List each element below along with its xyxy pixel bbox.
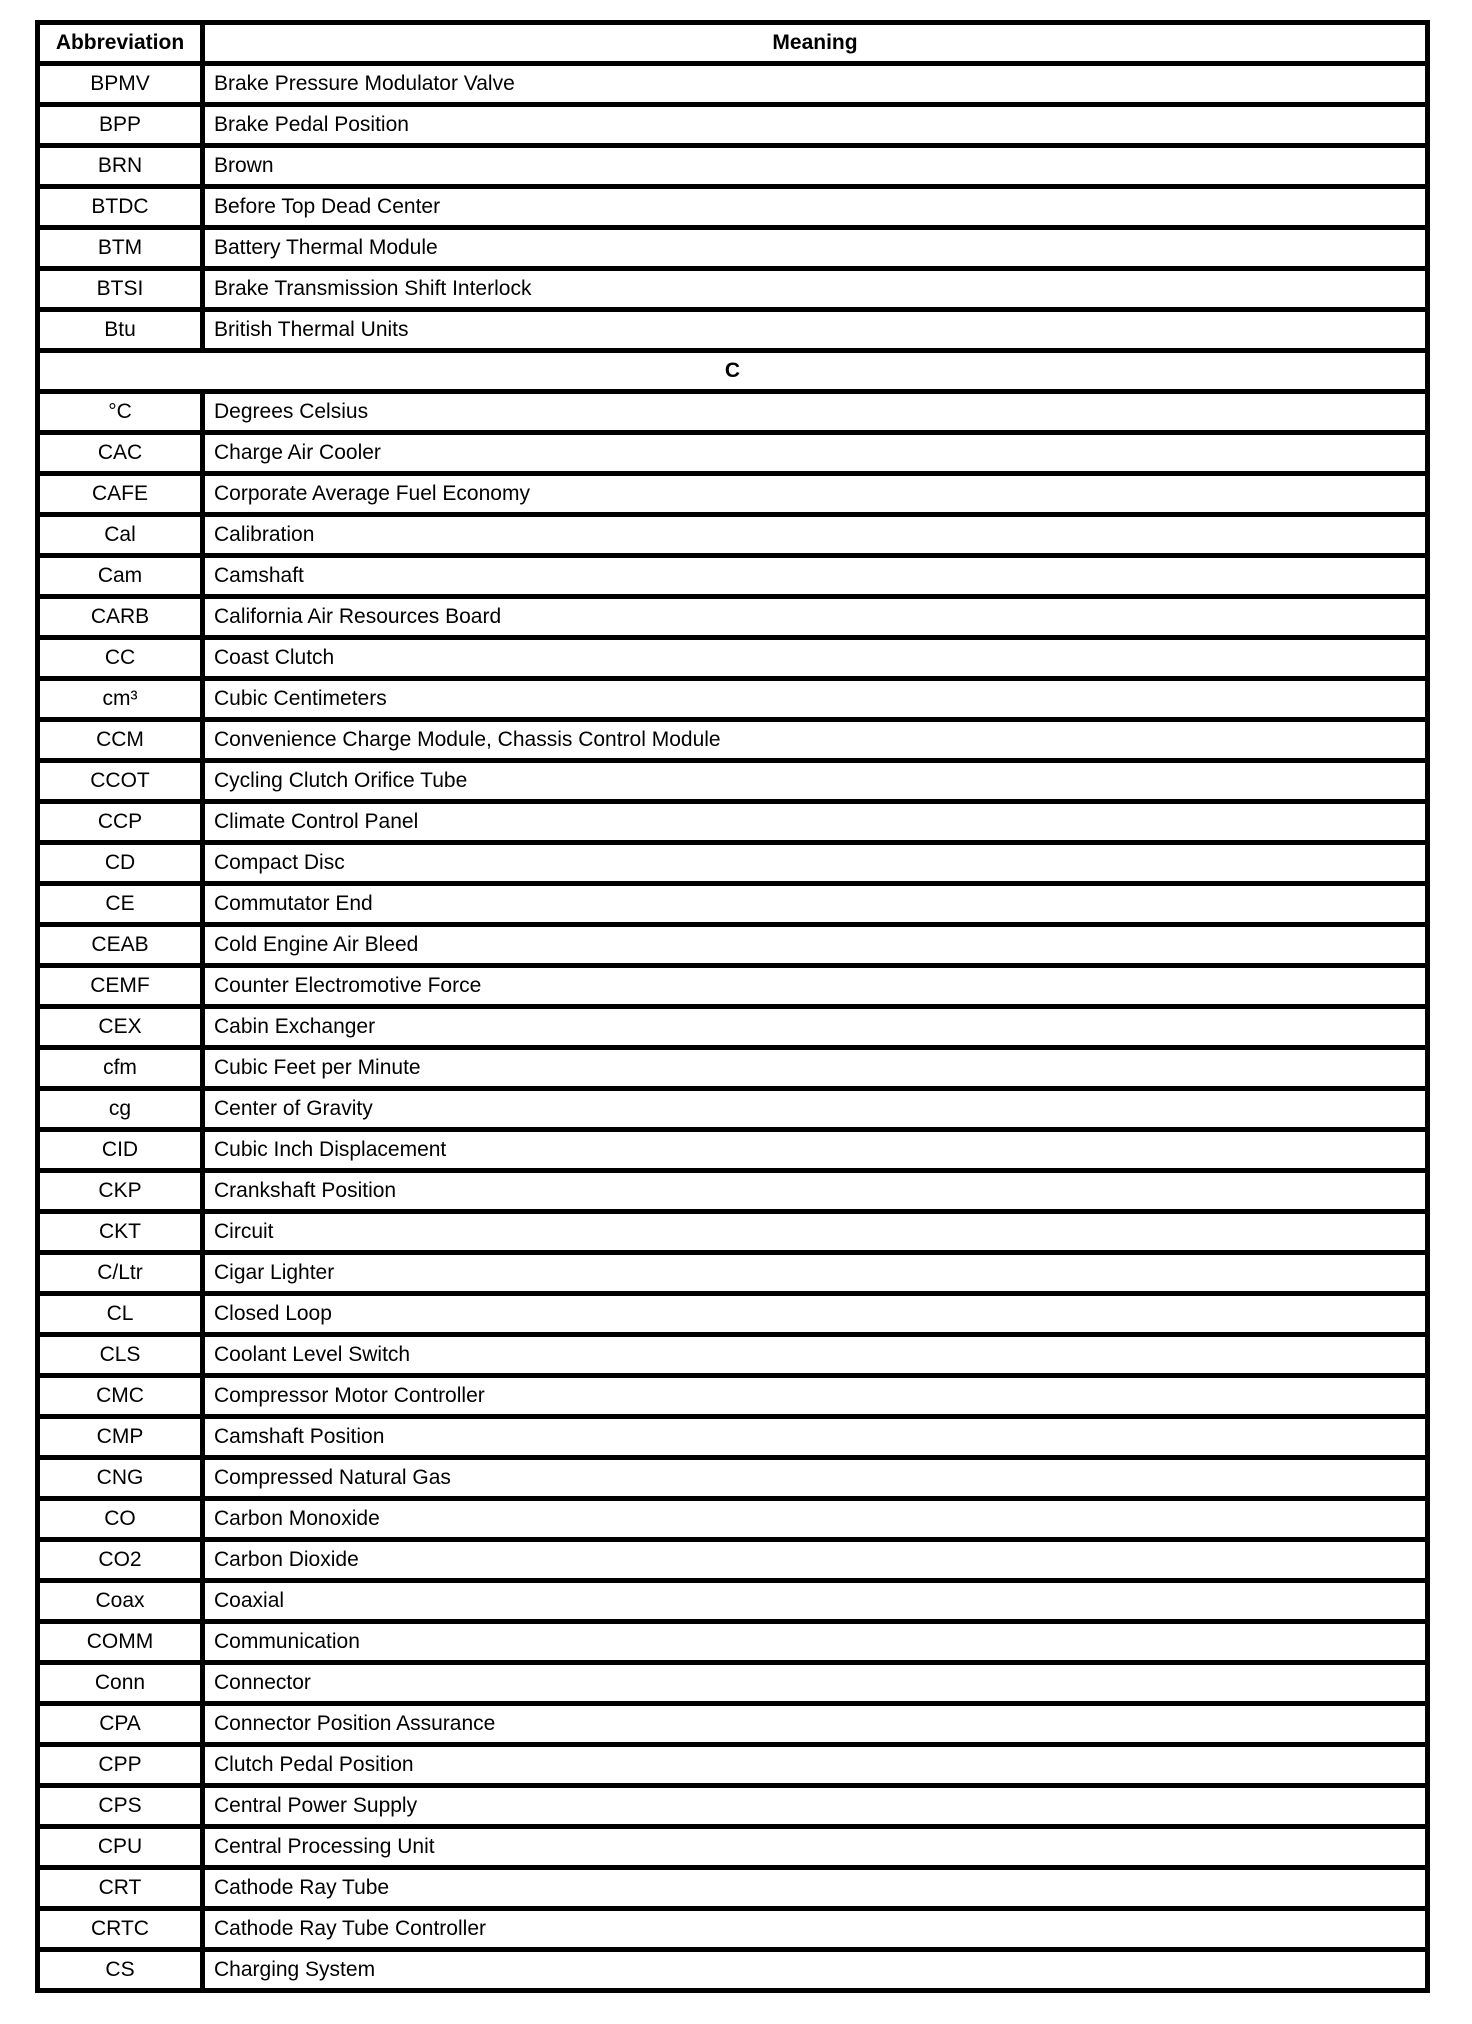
meaning-cell: Connector xyxy=(203,1663,1428,1704)
abbreviation-cell: CD xyxy=(38,843,203,884)
table-body xyxy=(38,64,1428,1991)
table-row xyxy=(38,1786,1428,1827)
table-row xyxy=(38,802,1428,843)
table-row xyxy=(38,556,1428,597)
meaning-cell: Carbon Dioxide xyxy=(203,1540,1428,1581)
abbreviation-cell: CPP xyxy=(38,1745,203,1786)
abbreviation-cell: Cam xyxy=(38,556,203,597)
meaning-cell: Corporate Average Fuel Economy xyxy=(203,474,1428,515)
abbreviation-cell: CO xyxy=(38,1499,203,1540)
meaning-cell: Battery Thermal Module xyxy=(203,228,1428,269)
table-row xyxy=(38,1540,1428,1581)
meaning-cell: Brake Transmission Shift Interlock xyxy=(203,269,1428,310)
table-row xyxy=(38,269,1428,310)
table-row xyxy=(38,392,1428,433)
meaning-cell: Cabin Exchanger xyxy=(203,1007,1428,1048)
abbreviations-table xyxy=(35,20,1430,1993)
table-row xyxy=(38,1335,1428,1376)
meaning-cell: Center of Gravity xyxy=(203,1089,1428,1130)
abbreviation-cell: Coax xyxy=(38,1581,203,1622)
abbreviation-cell: CL xyxy=(38,1294,203,1335)
meaning-cell: Cigar Lighter xyxy=(203,1253,1428,1294)
abbreviation-cell: COMM xyxy=(38,1622,203,1663)
meaning-cell: Circuit xyxy=(203,1212,1428,1253)
abbreviation-cell: CO2 xyxy=(38,1540,203,1581)
meaning-cell: Before Top Dead Center xyxy=(203,187,1428,228)
abbreviation-cell: CMC xyxy=(38,1376,203,1417)
abbreviation-cell: CCOT xyxy=(38,761,203,802)
table-row xyxy=(38,720,1428,761)
table-row xyxy=(38,1007,1428,1048)
table-row xyxy=(38,1499,1428,1540)
abbreviation-cell: BPMV xyxy=(38,64,203,105)
meaning-cell: California Air Resources Board xyxy=(203,597,1428,638)
meaning-cell: Coaxial xyxy=(203,1581,1428,1622)
meaning-cell: Connector Position Assurance xyxy=(203,1704,1428,1745)
table-row xyxy=(38,1458,1428,1499)
table-row xyxy=(38,1089,1428,1130)
abbreviation-column-header: Abbreviation xyxy=(38,23,203,64)
table-row xyxy=(38,1253,1428,1294)
abbreviation-cell: CAC xyxy=(38,433,203,474)
meaning-cell: Cubic Feet per Minute xyxy=(203,1048,1428,1089)
abbreviation-cell: BTDC xyxy=(38,187,203,228)
abbreviation-cell: BPP xyxy=(38,105,203,146)
meaning-cell: Coast Clutch xyxy=(203,638,1428,679)
table-row xyxy=(38,1868,1428,1909)
table-row xyxy=(38,1745,1428,1786)
table-row xyxy=(38,597,1428,638)
table-row xyxy=(38,515,1428,556)
table-row xyxy=(38,966,1428,1007)
table-row xyxy=(38,433,1428,474)
meaning-cell: Cathode Ray Tube xyxy=(203,1868,1428,1909)
meaning-cell: Climate Control Panel xyxy=(203,802,1428,843)
abbreviation-cell: CKT xyxy=(38,1212,203,1253)
abbreviation-cell: CEMF xyxy=(38,966,203,1007)
table-row xyxy=(38,1130,1428,1171)
abbreviation-cell: Cal xyxy=(38,515,203,556)
meaning-cell: Calibration xyxy=(203,515,1428,556)
table-row xyxy=(38,105,1428,146)
abbreviation-cell: °C xyxy=(38,392,203,433)
table-row xyxy=(38,1909,1428,1950)
table-row xyxy=(38,1950,1428,1991)
table-row xyxy=(38,1417,1428,1458)
meaning-cell: British Thermal Units xyxy=(203,310,1428,351)
meaning-cell: Degrees Celsius xyxy=(203,392,1428,433)
abbreviation-cell: CID xyxy=(38,1130,203,1171)
table-row xyxy=(38,1622,1428,1663)
section-header-row xyxy=(38,351,1428,392)
abbreviation-cell: CEX xyxy=(38,1007,203,1048)
abbreviation-cell: CRT xyxy=(38,1868,203,1909)
table-row xyxy=(38,310,1428,351)
abbreviation-cell: Conn xyxy=(38,1663,203,1704)
abbreviation-cell: CEAB xyxy=(38,925,203,966)
abbreviation-cell: CCM xyxy=(38,720,203,761)
table-row xyxy=(38,884,1428,925)
meaning-cell: Compact Disc xyxy=(203,843,1428,884)
section-label: C xyxy=(38,351,1428,392)
table-row xyxy=(38,64,1428,105)
meaning-cell: Charge Air Cooler xyxy=(203,433,1428,474)
meaning-cell: Closed Loop xyxy=(203,1294,1428,1335)
meaning-cell: Central Power Supply xyxy=(203,1786,1428,1827)
abbreviation-cell: CS xyxy=(38,1950,203,1991)
table-row xyxy=(38,1704,1428,1745)
abbreviation-cell: CRTC xyxy=(38,1909,203,1950)
abbreviation-cell: BTM xyxy=(38,228,203,269)
abbreviation-cell: CARB xyxy=(38,597,203,638)
abbreviation-cell: CC xyxy=(38,638,203,679)
abbreviation-cell: Btu xyxy=(38,310,203,351)
header-row xyxy=(38,23,1428,64)
table-row xyxy=(38,1048,1428,1089)
table-row xyxy=(38,146,1428,187)
meaning-cell: Brake Pedal Position xyxy=(203,105,1428,146)
meaning-cell: Carbon Monoxide xyxy=(203,1499,1428,1540)
table-row xyxy=(38,1663,1428,1704)
abbreviation-cell: CPA xyxy=(38,1704,203,1745)
table-row xyxy=(38,187,1428,228)
table-row xyxy=(38,1581,1428,1622)
meaning-cell: Cold Engine Air Bleed xyxy=(203,925,1428,966)
table-row xyxy=(38,1171,1428,1212)
abbreviation-cell: cg xyxy=(38,1089,203,1130)
meaning-cell: Coolant Level Switch xyxy=(203,1335,1428,1376)
meaning-cell: Convenience Charge Module, Chassis Control Module xyxy=(203,720,1428,761)
meaning-cell: Brake Pressure Modulator Valve xyxy=(203,64,1428,105)
abbreviation-cell: CE xyxy=(38,884,203,925)
meaning-cell: Cycling Clutch Orifice Tube xyxy=(203,761,1428,802)
abbreviation-cell: cfm xyxy=(38,1048,203,1089)
abbreviation-cell: C/Ltr xyxy=(38,1253,203,1294)
meaning-cell: Camshaft Position xyxy=(203,1417,1428,1458)
table-row xyxy=(38,228,1428,269)
table-row xyxy=(38,1827,1428,1868)
abbreviation-cell: BTSI xyxy=(38,269,203,310)
abbreviation-cell: BRN xyxy=(38,146,203,187)
abbreviation-cell: cm³ xyxy=(38,679,203,720)
meaning-cell: Cathode Ray Tube Controller xyxy=(203,1909,1428,1950)
meaning-column-header: Meaning xyxy=(203,23,1428,64)
abbreviation-cell: CMP xyxy=(38,1417,203,1458)
table-row xyxy=(38,843,1428,884)
table-row xyxy=(38,1294,1428,1335)
table-row xyxy=(38,1212,1428,1253)
meaning-cell: Charging System xyxy=(203,1950,1428,1991)
table-row xyxy=(38,679,1428,720)
abbreviation-cell: CAFE xyxy=(38,474,203,515)
table-row xyxy=(38,761,1428,802)
table-row xyxy=(38,474,1428,515)
meaning-cell: Clutch Pedal Position xyxy=(203,1745,1428,1786)
abbreviation-cell: CPU xyxy=(38,1827,203,1868)
abbreviation-cell: CPS xyxy=(38,1786,203,1827)
abbreviation-cell: CLS xyxy=(38,1335,203,1376)
meaning-cell: Cubic Inch Displacement xyxy=(203,1130,1428,1171)
meaning-cell: Brown xyxy=(203,146,1428,187)
meaning-cell: Central Processing Unit xyxy=(203,1827,1428,1868)
meaning-cell: Camshaft xyxy=(203,556,1428,597)
abbreviation-cell: CNG xyxy=(38,1458,203,1499)
abbreviation-cell: CCP xyxy=(38,802,203,843)
meaning-cell: Crankshaft Position xyxy=(203,1171,1428,1212)
table-row xyxy=(38,925,1428,966)
meaning-cell: Compressed Natural Gas xyxy=(203,1458,1428,1499)
meaning-cell: Commutator End xyxy=(203,884,1428,925)
meaning-cell: Cubic Centimeters xyxy=(203,679,1428,720)
meaning-cell: Counter Electromotive Force xyxy=(203,966,1428,1007)
table-row xyxy=(38,1376,1428,1417)
table-row xyxy=(38,638,1428,679)
meaning-cell: Communication xyxy=(203,1622,1428,1663)
meaning-cell: Compressor Motor Controller xyxy=(203,1376,1428,1417)
abbreviation-cell: CKP xyxy=(38,1171,203,1212)
